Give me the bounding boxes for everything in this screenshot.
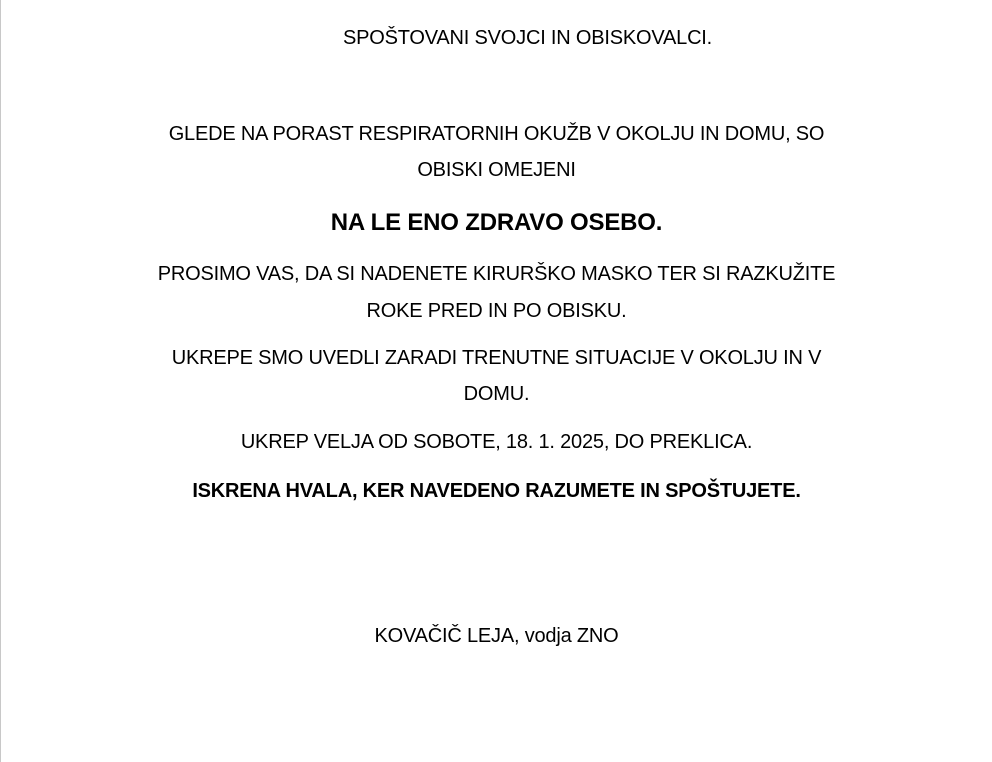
paragraph-1-line-1 <box>1 122 992 146</box>
paragraph-4-text: UKREP VELJA OD SOBOTE, 18. 1. 2025, DO PREKLICA. <box>240 431 753 453</box>
paragraph-2-text-1: PROSIMO VAS, DA SI NADENETE KIRURŠKO MASKO TER SI RAZKUŽITE <box>157 263 836 285</box>
signature-line <box>1 624 992 648</box>
signature-text: KOVAČIČ LEJA, vodja ZNO <box>374 625 619 647</box>
greeting-line <box>1 26 992 50</box>
greeting-text: SPOŠTOVANI SVOJCI IN OBISKOVALCI. <box>342 27 713 49</box>
paragraph-1-line-2 <box>1 158 992 182</box>
paragraph-3-line-1 <box>1 346 992 370</box>
emphasis-text: NA LE ENO ZDRAVO OSEBO. <box>330 209 663 236</box>
paragraph-2-text-2: ROKE PRED IN PO OBISKU. <box>366 300 627 322</box>
paragraph-3-text-2: DOMU. <box>463 383 530 405</box>
emphasis-heading <box>1 209 992 237</box>
paragraph-1-text-2: OBISKI OMEJENI <box>417 159 576 181</box>
thanks-line <box>1 479 992 503</box>
paragraph-3-text-1: UKREPE SMO UVEDLI ZARADI TRENUTNE SITUACIJE V OKOLJU IN V <box>171 347 822 369</box>
paragraph-1-text-1: GLEDE NA PORAST RESPIRATORNIH OKUŽB V OKOLJU IN DOMU, SO <box>168 123 825 145</box>
paragraph-2-line-2 <box>1 299 992 323</box>
thanks-text: ISKRENA HVALA, KER NAVEDENO RAZUMETE IN SPOŠTUJETE. <box>192 480 801 502</box>
paragraph-2-line-1 <box>1 262 992 286</box>
paragraph-4-line <box>1 430 992 454</box>
paragraph-3-line-2 <box>1 382 992 406</box>
